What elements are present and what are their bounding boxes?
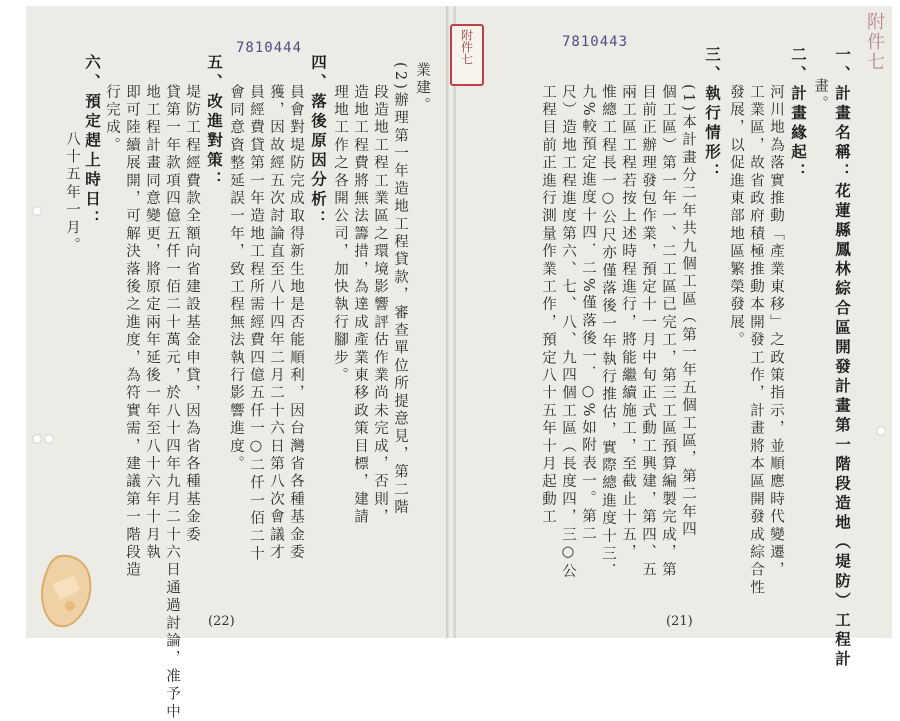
stamp-number: 7810444: [236, 40, 303, 56]
attachment-tag-label: 附件七: [459, 29, 474, 65]
text-column: 兩工區工程若按上述時程進行，將能繼續施工，至截止十五，: [620, 84, 636, 562]
section-heading: 四、落後原因分析：: [309, 54, 327, 230]
book-gutter: [446, 6, 456, 638]
text-column: (1)本計畫分二年共九個工區（第一年五個工區，第二年四: [680, 84, 696, 539]
punch-hole: [32, 434, 42, 444]
right-page: [456, 6, 892, 670]
text-column: 業建。: [414, 62, 430, 116]
text-column: 河川地為落實推動「產業東移」之政策指示，並順應時代變遷，: [768, 84, 784, 580]
text-column: 段造地工程工業區之環境影響評估作業尚未完成，否則，: [372, 84, 388, 527]
text-column: 行完成。: [104, 84, 120, 155]
punch-hole: [876, 426, 886, 436]
text-column: 尺）造地工程進度第六、七、八、九四個工區（長度四，三○公: [560, 84, 576, 582]
text-column: 地工程計畫同意變更，將原定兩年延後一年至八十六年十月執: [144, 84, 160, 562]
section-heading: 一、計畫名稱：花蓮縣鳳林綜合區開發計畫第一階段造地（堤防）工程計: [833, 46, 851, 670]
page-number: (21): [666, 614, 693, 629]
text-column: 獲，因故經五次討論直至八十四年二月二十六日第八次會議才: [268, 84, 284, 562]
left-page: [26, 6, 446, 721]
text-column: 工業區，故省政府積極推動本開發工作，計畫將本區開發成綜合性: [748, 84, 764, 598]
text-column: 發展，以促進東部地區繁榮發展。: [728, 84, 744, 350]
section-heading: 六、預定趕上時日：: [83, 54, 101, 230]
text-column: 九%較預定進度十四．二%僅落後一．○%如附表一。第二: [580, 84, 596, 544]
text-column: 即可陸續展開，可解決落後之進度，為符實需，建議第一階段造: [124, 84, 140, 580]
archive-seal-logo: [30, 550, 102, 630]
stamp-number: 7810443: [562, 34, 629, 50]
text-column: 八十五年一月。: [64, 131, 80, 255]
text-column: 工程目前正進行測量作業工作，預定八十五年十月起動工: [540, 84, 556, 527]
text-column: 堤防工程經費款全額向省建設基金申貸，因為省各種基金委: [184, 84, 200, 545]
text-column: 造地工程費將無法籌措，為達成產業東移政策目標，建請: [352, 84, 368, 527]
punch-hole: [44, 434, 54, 444]
text-column: (2)辦理第一年造地工程貸款，審查單位所提意見，第二階: [392, 62, 408, 517]
section-heading: 五、改進對策：: [205, 54, 223, 191]
text-column: 員會對堤防完成取得新生地是否能順利，因台灣省各種基金委: [288, 84, 304, 562]
attachment-tag: [450, 24, 484, 86]
section-heading: 三、執行情形：: [703, 46, 721, 183]
text-column: 惟總工程長一○公尺亦僅落後一年執行推估，實際總進度十三．: [600, 84, 616, 582]
text-column: 目前正辦理發包作業，預定十一月中旬正式動工興建，第四、五: [640, 84, 656, 580]
text-column: 貸第一年款項四億五仟一佰二十萬元，於八十四年九月二十六日通過討論，准予中: [164, 84, 180, 721]
text-column: 會同意資整延誤一年，致工程無法執行影響進度。: [228, 84, 244, 474]
scanned-document: [26, 6, 892, 721]
punch-hole: [32, 206, 42, 216]
text-column: 畫。: [812, 78, 828, 114]
text-column: 員經費貸第一年造地工程所需經費四億五仟一○二仟一佰二十: [248, 84, 264, 564]
page-number: (22): [208, 614, 235, 629]
handwritten-annotation: 附件七: [864, 12, 885, 72]
text-column: 個工區）第一年一、二工區已完工，第三工區預算編製完成，第: [660, 84, 676, 580]
text-column: 理地工作之各開公司，加快執行腳步。: [332, 84, 348, 385]
section-heading: 二、計畫緣起：: [789, 46, 807, 183]
